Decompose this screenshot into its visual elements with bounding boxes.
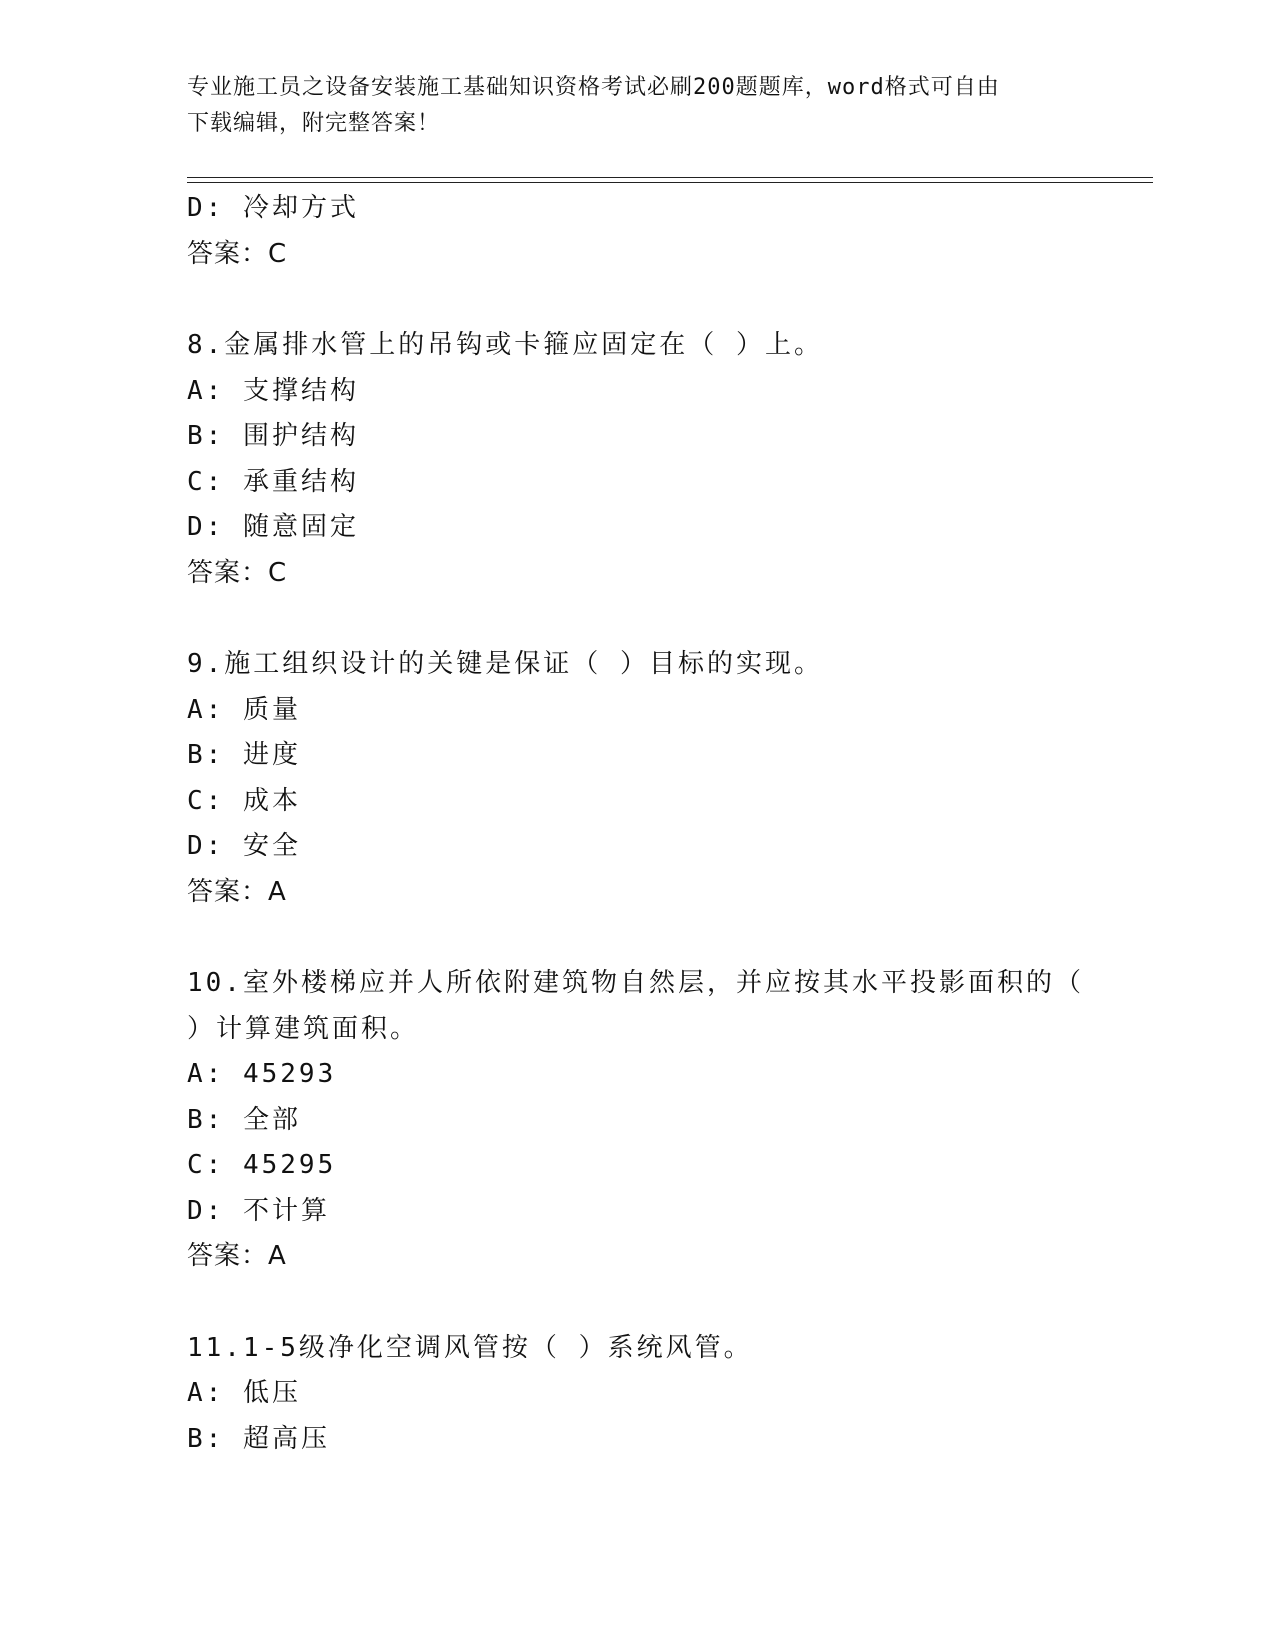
answer: 答案：A	[187, 876, 287, 907]
option-b: B: 超高压	[187, 1423, 330, 1454]
header-divider-top	[187, 177, 1153, 178]
option-b: B: 围护结构	[187, 421, 359, 451]
option-d: D: 随意固定	[187, 512, 359, 542]
option-a: A: 质量	[187, 694, 301, 725]
option-b: B: 全部	[187, 1104, 301, 1135]
answer: 答案：C	[187, 557, 288, 588]
question-7	[187, 186, 1107, 277]
option-d: D: 冷却方式	[187, 193, 359, 223]
question-11	[187, 1326, 1107, 1463]
option-c: C: 成本	[187, 785, 301, 816]
header-divider-bottom	[187, 182, 1153, 183]
document-header	[187, 70, 1087, 142]
question-9	[187, 642, 1107, 915]
option-b: B: 进度	[187, 740, 301, 770]
question-stem: 9.施工组织设计的关键是保证（ ）目标的实现。	[187, 649, 823, 679]
question-stem-line-1: 10.室外楼梯应并人所依附建筑物自然层，并应按其水平投影面积的（	[187, 968, 1084, 998]
option-d: D: 不计算	[187, 1195, 330, 1226]
option-c: C: 承重结构	[187, 466, 359, 497]
question-stem: 8.金属排水管上的吊钩或卡箍应固定在（ ）上。	[187, 330, 823, 360]
question-stem: 11.1-5级净化空调风管按（ ）系统风管。	[187, 1332, 753, 1363]
option-d: D: 安全	[187, 831, 301, 861]
header-line-2: 下载编辑，附完整答案！	[187, 111, 441, 136]
option-a: A: 低压	[187, 1378, 301, 1408]
question-10	[187, 961, 1107, 1280]
question-8	[187, 323, 1107, 596]
answer: 答案：C	[187, 238, 288, 269]
option-a: A: 支撑结构	[187, 375, 359, 406]
option-a: A: 45293	[187, 1059, 337, 1089]
question-list	[187, 186, 1107, 1462]
question-stem-line-2: ）计算建筑面积。	[187, 1013, 420, 1044]
header-line-1: 专业施工员之设备安装施工基础知识资格考试必刷200题题库，word格式可自由	[187, 75, 1000, 100]
option-c: C: 45295	[187, 1150, 337, 1180]
answer: 答案：A	[187, 1241, 287, 1271]
